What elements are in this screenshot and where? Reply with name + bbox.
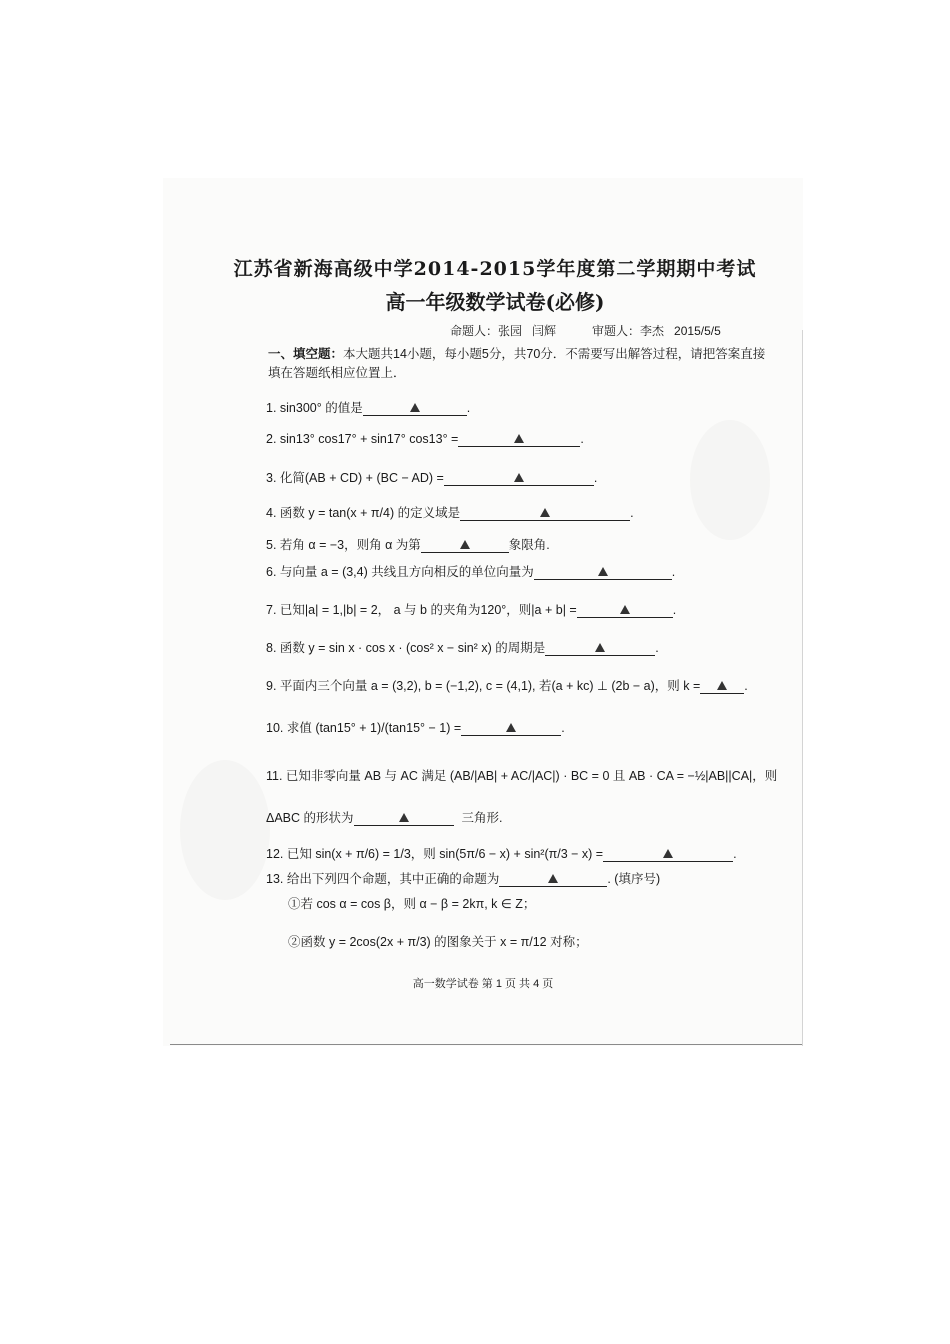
- paper-edge-bottom: [170, 1044, 802, 1045]
- exam-date: 2015/5/5: [674, 324, 721, 338]
- answer-blank[interactable]: [545, 641, 655, 656]
- triangle-marker-icon: [548, 874, 558, 883]
- answer-blank[interactable]: [458, 432, 580, 447]
- answer-blank[interactable]: [603, 847, 733, 862]
- triangle-marker-icon: [514, 434, 524, 443]
- bleed-through-mark: [690, 420, 770, 540]
- answer-blank[interactable]: [461, 721, 561, 736]
- setter: 命题人：张园: [450, 324, 523, 338]
- triangle-marker-icon: [717, 681, 727, 690]
- answer-blank[interactable]: [354, 811, 454, 826]
- triangle-marker-icon: [620, 605, 630, 614]
- question-3: 3. 化简(AB + CD) + (BC − AD) = .: [266, 471, 598, 485]
- answer-blank[interactable]: [700, 679, 744, 694]
- question-8: 8. 函数 y = sin x · cos x · (cos² x − sin² x) 的周期是 .: [266, 641, 659, 655]
- setter-2: 闫辉: [532, 324, 557, 338]
- section-text: 本大题共14小题，每小题5分，共70分．不需要写出解答过程，请把答案直接填在答题纸相应位置上．: [268, 347, 766, 380]
- triangle-marker-icon: [399, 813, 409, 822]
- paper-edge-right: [802, 330, 803, 1046]
- question-11-continued: ΔABC 的形状为 三角形.: [266, 811, 503, 825]
- bleed-through-mark: [180, 760, 270, 900]
- triangle-marker-icon: [595, 643, 605, 652]
- triangle-marker-icon: [598, 567, 608, 576]
- triangle-marker-icon: [663, 849, 673, 858]
- question-10: 10. 求值 (tan15° + 1)/(tan15° − 1) = .: [266, 721, 565, 735]
- question-11: 11. 已知非零向量 AB 与 AC 满足 (AB/|AB| + AC/|AC|) · BC = 0 且 AB · CA = −½|AB||CA|，则: [266, 769, 778, 783]
- triangle-marker-icon: [540, 508, 550, 517]
- answer-blank[interactable]: [444, 471, 594, 486]
- question-2: 2. sin13° cos17° + sin17° cos13° = .: [266, 432, 584, 446]
- answer-blank[interactable]: [421, 538, 509, 553]
- proposition-2: ②函数 y = 2cos(2x + π/3) 的图象关于 x = π/12 对称；: [288, 935, 588, 949]
- exam-subtitle: 高一年级数学试卷(必修): [385, 290, 605, 314]
- reviewer: 审题人：李杰: [592, 324, 665, 338]
- page-footer: 高一数学试卷 第 1 页 共 4 页: [412, 978, 554, 990]
- exam-title: 江苏省新海高级中学2014-2015学年度第二学期期中考试: [233, 258, 757, 280]
- question-5: 5. 若角 α = −3，则角 α 为第 象限角.: [266, 538, 550, 552]
- triangle-marker-icon: [410, 403, 420, 412]
- question-12: 12. 已知 sin(x + π/6) = 1/3，则 sin(5π/6 − x) + sin²(π/3 − x) = .: [266, 847, 737, 861]
- triangle-marker-icon: [460, 540, 470, 549]
- question-7: 7. 已知|a| = 1,|b| = 2， a 与 b 的夹角为120°，则|a + b| = .: [266, 603, 677, 617]
- section-instructions: [268, 345, 768, 383]
- question-4: 4. 函数 y = tan(x + π/4) 的定义域是 .: [266, 506, 634, 520]
- question-6: 6. 与向量 a = (3,4) 共线且方向相反的单位向量为 .: [266, 565, 676, 579]
- answer-blank[interactable]: [363, 401, 467, 416]
- triangle-marker-icon: [506, 723, 516, 732]
- answer-blank[interactable]: [534, 565, 672, 580]
- authors-line: [450, 322, 731, 339]
- answer-blank[interactable]: [499, 872, 607, 887]
- answer-blank[interactable]: [460, 506, 630, 521]
- section-heading: 一、填空题：: [268, 347, 344, 361]
- triangle-marker-icon: [514, 473, 524, 482]
- answer-blank[interactable]: [577, 603, 673, 618]
- question-13: 13. 给出下列四个命题，其中正确的命题为 . (填序号): [266, 872, 661, 886]
- question-9: 9. 平面内三个向量 a = (3,2), b = (−1,2), c = (4,1), 若(a + kc) ⊥ (2b − a)，则 k = .: [266, 679, 748, 693]
- proposition-1: ①若 cos α = cos β，则 α − β = 2kπ, k ∈ Z；: [288, 897, 536, 911]
- question-1: 1. sin300° 的值是 .: [266, 401, 471, 415]
